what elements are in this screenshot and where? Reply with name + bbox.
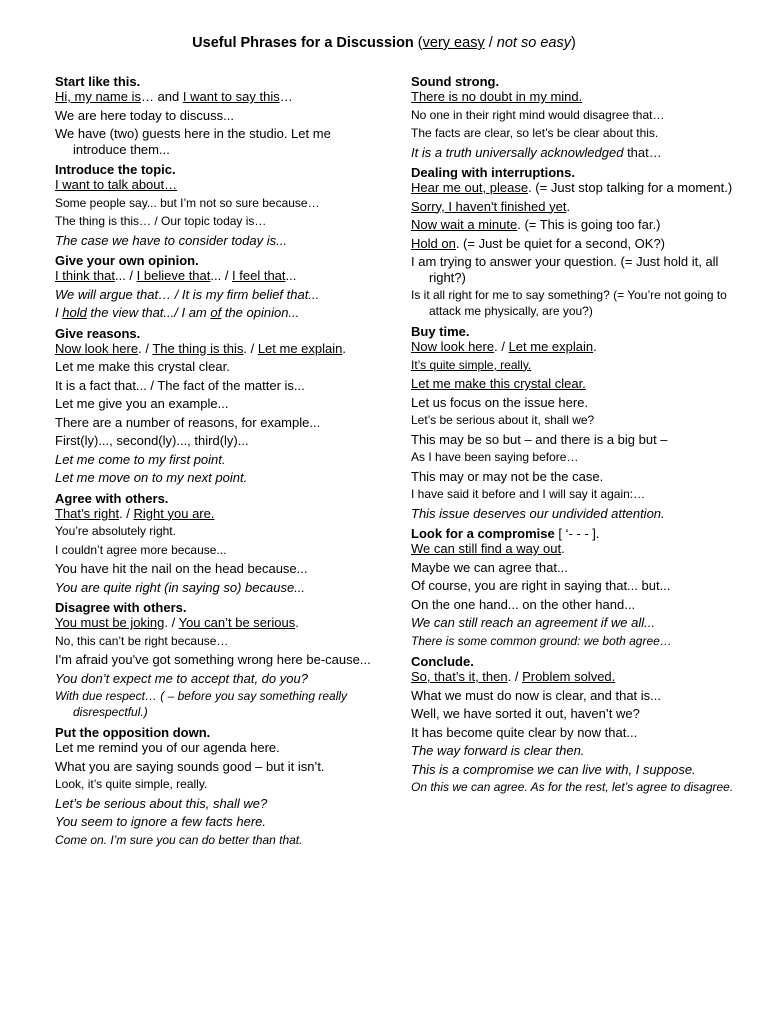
phrase-line [55,561,375,577]
phrase-line [411,669,736,685]
phrase-line [55,759,375,775]
phrase-text: of [210,305,222,320]
section-heading [55,725,375,740]
phrase-line [55,196,375,212]
phrase-text: Let me remind you of our agenda here. [55,740,280,755]
phrase-section [55,253,375,321]
phrase-text: We can still reach an agreement if we all... [411,615,655,630]
phrase-text: Let me come to my first point. [55,451,226,467]
section-heading-text: Buy time. [411,324,470,339]
section-heading [411,526,736,541]
phrase-text: You don’t expect me to accept that, do you? [55,670,308,686]
phrase-line [411,89,736,105]
phrase-text: Let me make this crystal clear. [411,376,586,391]
phrase-line [55,287,375,303]
section-heading [411,165,736,180]
phrase-line [411,506,736,522]
phrase-line [411,413,736,429]
phrase-line [55,615,375,631]
section-heading-text: Start like this. [55,74,141,89]
phrase-text: This may be so but – and there is a big but – [411,431,668,447]
phrase-line [55,126,375,157]
phrase-text: hold [62,305,87,320]
section-heading-text: Sound strong. [411,74,500,89]
phrase-text: You can’t be serious [178,615,296,630]
section-heading-text: Give your own opinion. [55,253,199,268]
phrase-text: No, this can’t be right because… [55,633,229,648]
section-heading [55,600,375,615]
phrase-text: Let’s be serious about it, shall we? [411,413,595,427]
phrase-section [55,326,375,486]
phrase-line [55,796,375,812]
phrase-line [55,433,375,449]
phrase-text: the view that.../ I am [86,305,211,320]
phrase-line [411,395,736,411]
phrase-line [55,470,375,486]
phrase-text: On the one hand... on the other hand... [411,596,636,612]
phrase-text: … and [140,89,183,104]
section-heading-text: Conclude. [411,654,474,669]
phrase-text: Let me give you an example... [55,396,229,411]
phrase-text: . (= Just be quiet for a second, OK?) [455,235,666,251]
phrase-line [411,615,736,631]
phrase-text: That’s right [55,505,120,521]
phrase-line [55,740,375,756]
section-heading [411,324,736,339]
phrase-text: It’s quite simple, really. [411,357,532,372]
phrase-line [55,268,375,284]
phrase-line [55,89,375,105]
phrase-text: You’re absolutely right. [55,524,176,538]
phrase-section [411,324,736,521]
phrase-text: Let’s be serious about this, shall we? [55,795,268,811]
phrase-line [55,524,375,540]
phrase-text: Now look here [411,339,495,354]
phrase-line [411,358,736,374]
phrase-line [411,254,736,285]
phrase-line [55,652,375,668]
section-heading [411,74,736,89]
phrase-text: So, that’s it, then [411,669,508,684]
phrase-text: This may or may not be the case. [411,468,604,484]
phrase-line [411,339,736,355]
phrase-text: It is a truth universally acknowledged [411,144,624,160]
phrase-text: Let us focus on the issue here. [411,394,589,410]
section-heading [55,162,375,177]
phrase-text: I'm afraid you've got something wrong here be-cause... [55,652,371,667]
phrase-text: There are a number of reasons, for example... [55,414,321,430]
phrase-line [411,725,736,741]
phrase-line [411,578,736,594]
phrase-text: Now wait a minute [411,217,518,232]
phrase-text: On this we can agree. As for the rest, let’s agree to disagree. [411,780,734,794]
phrase-line [55,689,375,720]
section-heading-text: Look for a compromise [411,526,555,541]
phrase-line [411,743,736,759]
phrase-text: You must be joking [55,615,165,630]
phrase-line [411,487,736,503]
right-column [411,74,736,801]
phrase-text: Come on. I’m sure you can do better than that. [55,832,303,847]
phrase-text: … [279,89,293,104]
phrase-text: I have said it before and I will say it again:… [411,487,646,501]
phrase-text: I believe that [136,268,211,283]
phrase-text: It is a fact that... / The fact of the matter is... [55,377,305,393]
phrase-text: Let me make this crystal clear. [55,359,230,374]
phrase-text: Hi, my name is [55,89,141,104]
phrase-text: There is some common ground: we both agree… [411,633,672,648]
phrase-text: . / [494,339,509,354]
phrase-text: . [566,198,571,214]
phrase-line [411,780,736,796]
phrase-line [55,214,375,230]
phrase-text: I want to say this [182,89,280,104]
phrase-line [411,450,736,466]
phrase-text: Let me move on to my next point. [55,470,248,485]
phrase-text: ... / [210,268,233,283]
phrase-text: . / [507,669,523,684]
phrase-text: Well, we have sorted it out, haven’t we? [411,706,640,721]
section-heading [55,253,375,268]
phrase-line [55,108,375,124]
phrase-text: ... / [114,268,137,283]
phrase-text: . [593,339,597,354]
phrase-text: The way forward is clear then. [411,743,585,758]
phrase-text: This issue deserves our undivided attention. [411,505,665,521]
phrase-text: Right you are. [133,505,215,521]
phrase-text: . [561,541,565,556]
phrase-section [55,162,375,248]
phrase-text: Sorry, I haven't finished yet [411,198,567,214]
phrase-text: Now look here [55,340,139,356]
phrase-text: We are here today to discuss... [55,107,234,123]
section-heading [411,654,736,669]
phrase-line [55,233,375,249]
phrase-line [55,359,375,375]
phrase-text: . [342,340,347,356]
phrase-line [55,415,375,431]
phrase-text: Some people say... but I’m not so sure because… [55,195,320,210]
phrase-text: It has become quite clear by now that... [411,724,638,740]
section-heading-text: Give reasons. [55,325,141,341]
phrase-text: We can still find a way out [411,541,562,556]
phrase-text: The facts are clear, so let’s be clear about this. [411,126,659,140]
phrase-text: This is a compromise we can live with, I suppose. [411,761,696,777]
phrase-text: Is it all right for me to say something? (= You’re not going to attack me physically, are you?) [411,288,727,318]
phrase-line [411,432,736,448]
phrase-line [411,180,736,196]
phrase-text: I [55,305,63,320]
phrase-text: Hear me out, please [411,180,529,195]
phrase-line [411,288,736,319]
phrase-text: You seem to ignore a few facts here. [55,814,267,829]
phrase-text: Maybe we can agree that... [411,559,568,575]
phrase-text: The thing is this [152,340,244,356]
phrase-section [411,526,736,649]
left-column [55,74,375,853]
section-heading-text: Agree with others. [55,490,169,506]
phrase-line [411,236,736,252]
phrase-text: . / [138,340,153,356]
phrase-text: Let me explain [257,340,343,356]
phrase-text: As I have been saying before… [411,450,579,464]
phrase-text: . / [164,615,179,630]
phrase-text: I couldn’t agree more because... [55,542,227,557]
section-heading-suffix: [ ‘- - - ]. [554,526,600,541]
phrase-text: . (= This is going too far.) [517,217,661,232]
phrase-line [55,177,375,193]
phrase-line [55,396,375,412]
phrase-section [55,600,375,720]
phrase-line [55,671,375,687]
phrase-text: . / [119,505,134,521]
phrase-text: I feel that [232,268,286,283]
section-heading-text: Introduce the topic. [55,162,176,177]
phrase-text: I am trying to answer your question. (= Just hold it, all right?) [411,254,719,285]
phrase-text: We will argue that… / It is my firm belief that... [55,286,320,302]
phrase-text: With due respect… ( – before you say something really disrespectful.) [55,689,348,719]
phrase-text: . / [243,340,258,356]
phrase-line [411,376,736,392]
phrase-text: Problem solved. [522,669,616,684]
phrase-text: ... [285,268,297,283]
phrase-line [55,777,375,793]
phrase-line [55,634,375,650]
phrase-line [55,305,375,321]
phrase-line [411,634,736,650]
phrase-line [411,217,736,233]
phrase-line [411,706,736,722]
phrase-section [55,74,375,157]
section-heading-text: Put the opposition down. [55,725,211,740]
phrase-line [55,814,375,830]
title-open-paren: ( [413,35,423,51]
phrase-line [411,762,736,778]
phrase-line [411,688,736,704]
phrase-text: Let me explain [508,339,594,354]
phrase-line [411,126,736,142]
phrase-text: You are quite right (in saying so) because... [55,579,306,595]
phrase-section [411,654,736,796]
phrase-text: . (= Just stop talking for a moment.) [528,180,733,195]
phrase-text: First(ly)..., second(ly)..., third(ly)... [55,433,249,448]
phrase-line [411,145,736,161]
page-title [0,33,768,53]
phrase-text: the opinion... [221,305,300,320]
title-not-so-easy: not so easy [496,35,571,51]
phrase-line [411,469,736,485]
section-heading-text: Dealing with interruptions. [411,165,575,180]
phrase-text: Of course, you are right in saying that... but... [411,578,671,593]
phrase-line [55,580,375,596]
phrase-line [55,543,375,559]
phrase-section [55,725,375,848]
section-heading [55,74,375,89]
phrase-text: Look, it’s quite simple, really. [55,777,208,791]
phrase-line [55,341,375,357]
section-heading [55,491,375,506]
title-slash: / [484,35,497,51]
phrase-line [411,199,736,215]
phrase-text: I want to talk about… [55,177,178,192]
title-main: Useful Phrases for a Discussion [192,35,414,51]
phrase-line [411,560,736,576]
phrase-section [411,165,736,319]
phrase-text: . [295,615,299,630]
phrase-text: The case we have to consider today is... [55,232,287,248]
title-very-easy: very easy [422,35,485,51]
phrase-line [411,108,736,124]
phrase-line [411,597,736,613]
phrase-text: No one in their right mind would disagree that… [411,107,665,122]
phrase-text: The thing is this… / Our topic today is… [55,214,267,228]
phrase-line [55,452,375,468]
phrase-line [55,378,375,394]
phrase-text: We have (two) guests here in the studio. Let me introduce them... [55,126,331,157]
phrase-text: You have hit the nail on the head because... [55,561,308,576]
phrase-text: I think that [55,268,115,283]
phrase-section [411,74,736,160]
section-heading [55,326,375,341]
phrase-text: that… [623,144,662,160]
phrase-text: Hold on [411,235,456,251]
phrase-text: There is no doubt in my mind. [411,89,583,104]
phrase-line [55,506,375,522]
phrase-section [55,491,375,596]
section-heading-text: Disagree with others. [55,600,187,615]
phrase-line [411,541,736,557]
phrase-line [55,833,375,849]
phrase-text: What we must do now is clear, and that is... [411,687,662,703]
title-close-paren: ) [570,35,576,51]
phrase-text: What you are saying sounds good – but it isn’t. [55,758,325,774]
